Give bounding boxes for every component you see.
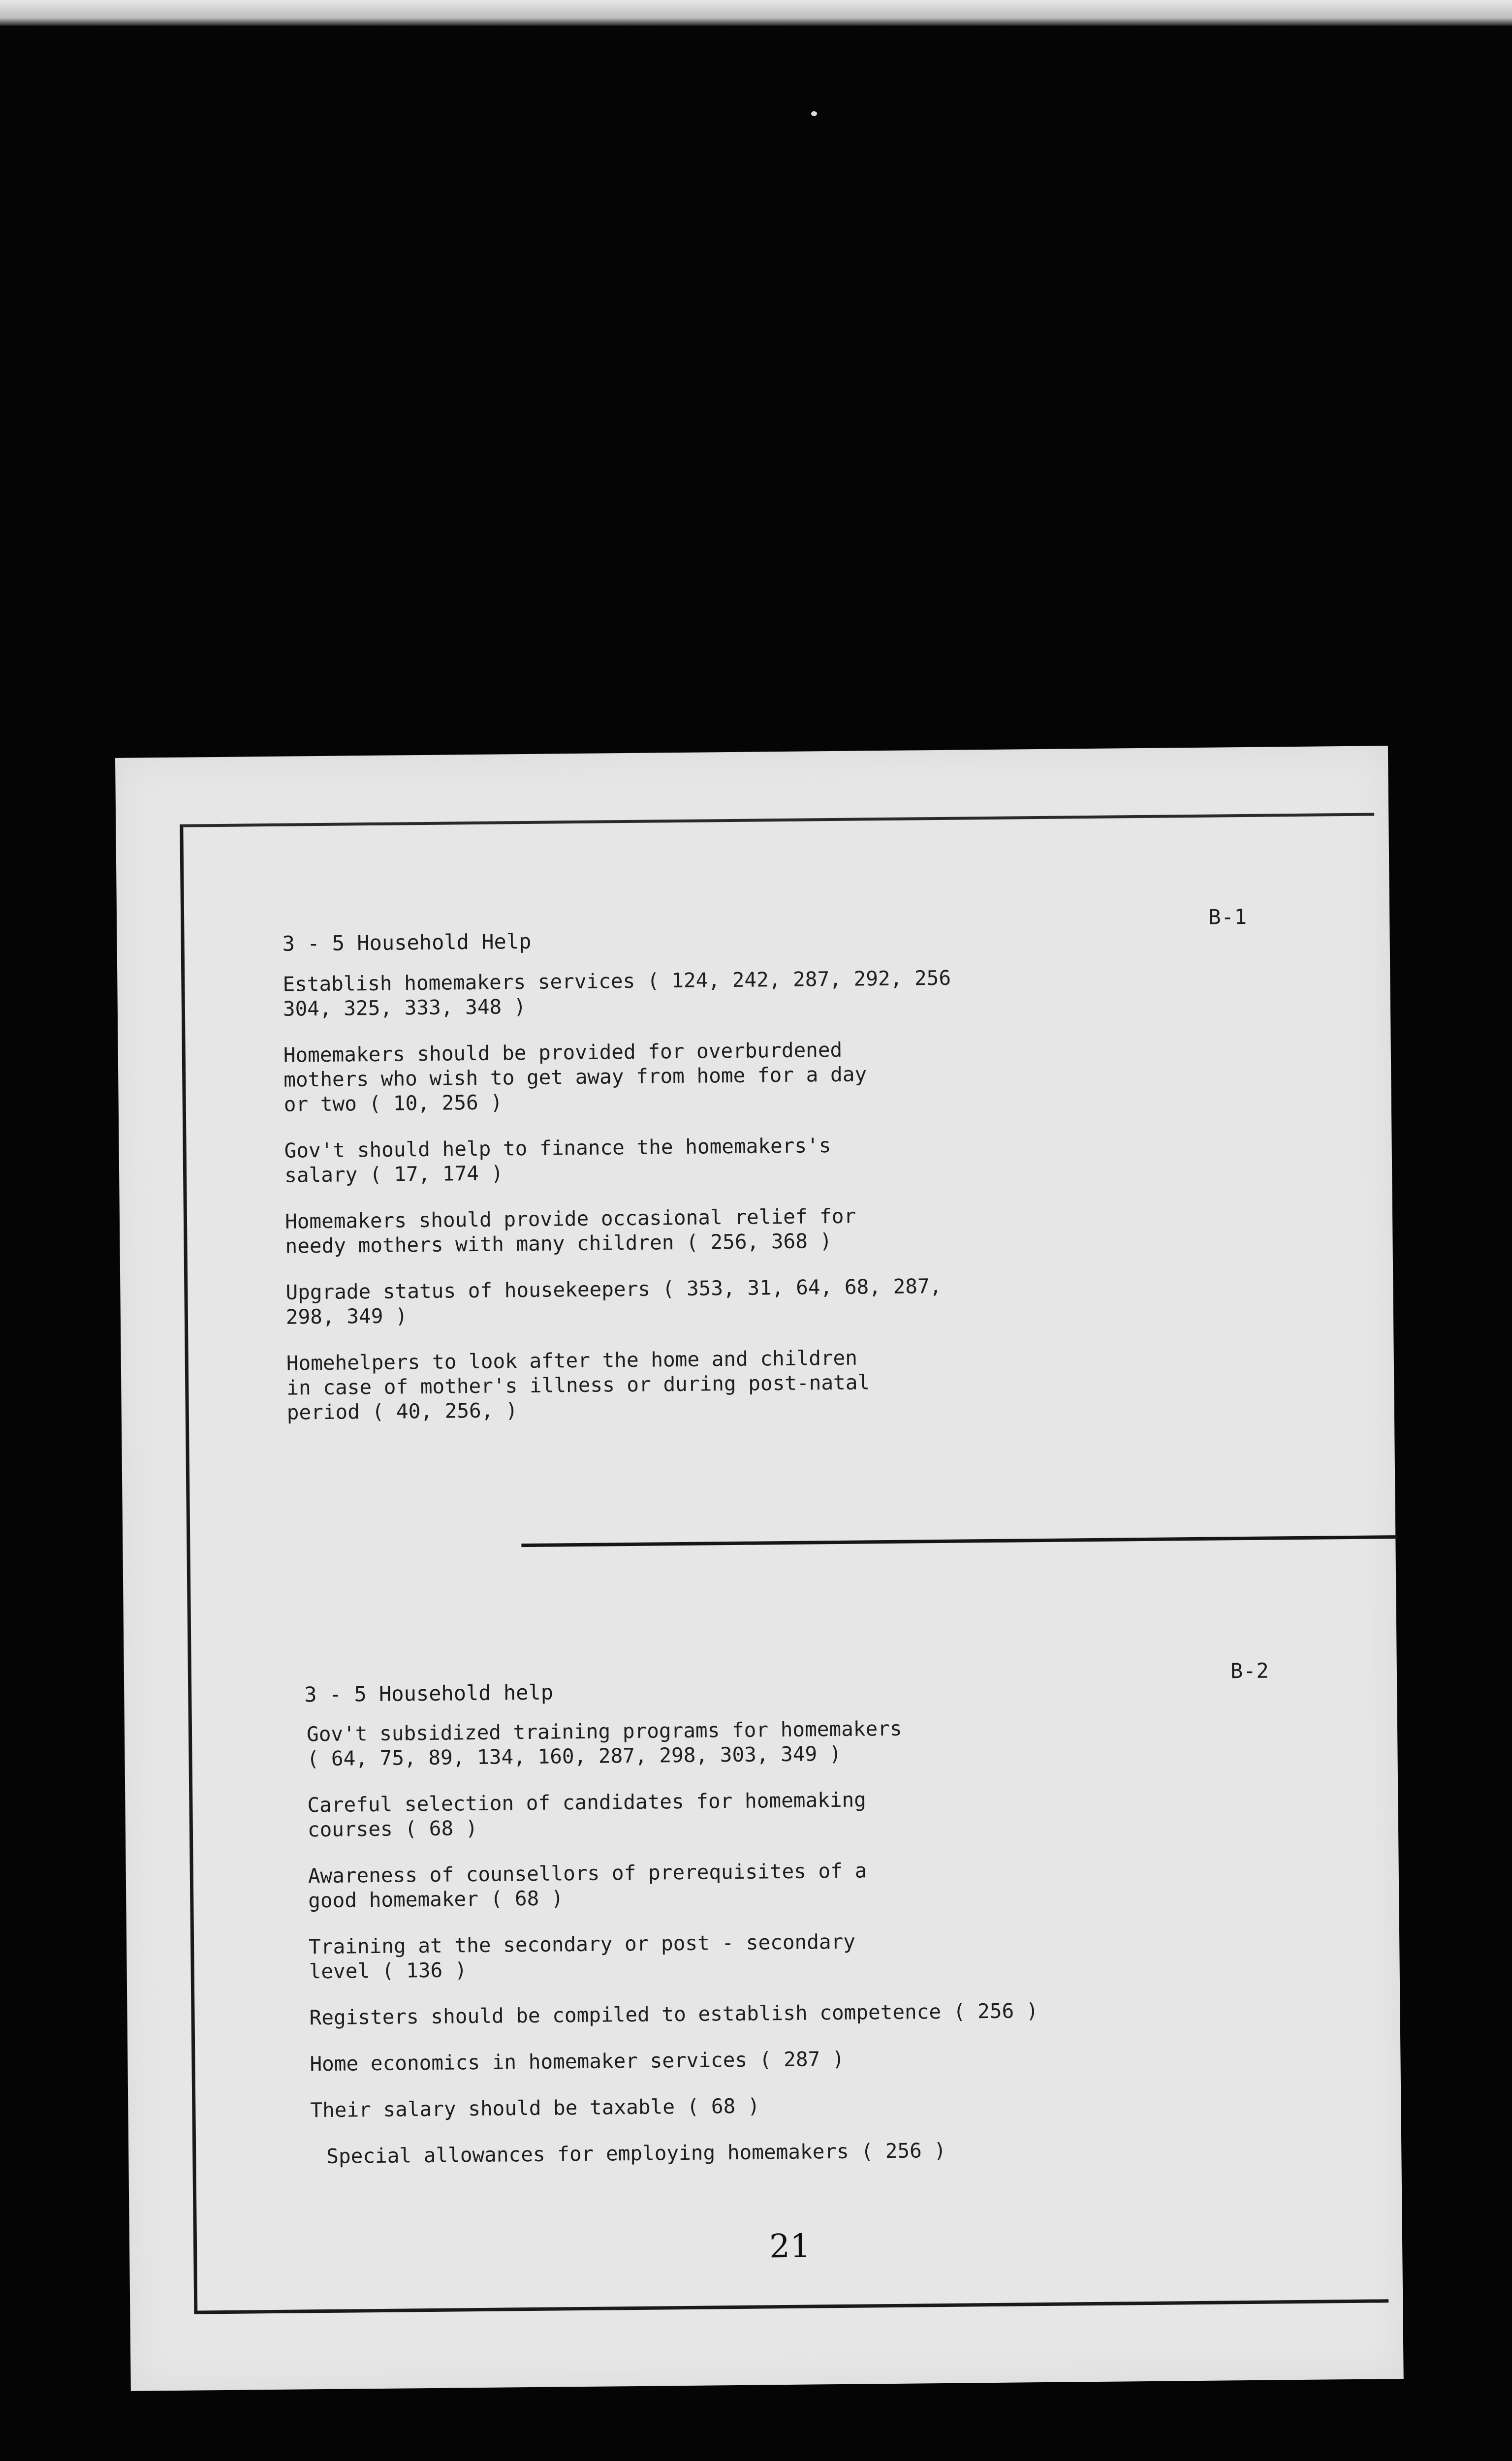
card-b1-entry: Homemakers should provide occasional relief for needy mothers with many children ( 256, 368 ): [284, 1204, 856, 1258]
card-b2-entry: Gov't subsidized training programs for homemakers ( 64, 75, 89, 134, 160, 287, 298, 303, 349 ): [306, 1716, 902, 1771]
card-b2-code: B-2: [1230, 1658, 1270, 1683]
card-b2-entries: [307, 1714, 1079, 2190]
card-b1-entries: [283, 965, 1055, 1447]
card-b2-entry: Home economics in homemaker services ( 287 ): [310, 2047, 845, 2076]
card-b1-entry: Homemakers should be provided for overburdened mothers who wish to get away from home for a day or two ( 10, 256 ): [283, 1038, 867, 1116]
card-b2-heading: 3 - 5 Household help: [304, 1680, 554, 1707]
card-b2-entry: Special allowances for employing homemakers ( 256 ): [326, 2138, 946, 2169]
index-card-sheet: [115, 746, 1404, 2391]
card-b1-entry: Upgrade status of housekeepers ( 353, 31, 64, 68, 287, 298, 349 ): [285, 1274, 942, 1329]
card-b1-code: B-1: [1208, 904, 1248, 929]
card-b2-entry: Registers should be compiled to establish competence ( 256 ): [309, 1999, 1039, 2030]
card-b2-entry: Training at the secondary or post - secondary level ( 136 ): [308, 1929, 856, 1984]
card-b1-entry: Homehelpers to look after the home and children in case of mother's illness or during post-natal period ( 40, 256, ): [286, 1346, 870, 1424]
card-b2-entry: Their salary should be taxable ( 68 ): [310, 2094, 760, 2122]
dust-speck: [811, 111, 817, 116]
card-b1-entry: Establish homemakers services ( 124, 242, 287, 292, 256 304, 325, 333, 348 ): [283, 966, 951, 1021]
card-b2-entry: Careful selection of candidates for homemaking courses ( 68 ): [307, 1788, 867, 1842]
card-b1-entry: Gov't should help to finance the homemakers's salary ( 17, 174 ): [284, 1134, 831, 1187]
film-edge: [0, 0, 1512, 26]
page-number: 21: [769, 2227, 811, 2266]
card-b1-heading: 3 - 5 Household Help: [282, 929, 532, 956]
card-b2-entry: Awareness of counsellors of prerequisites of a good homemaker ( 68 ): [308, 1859, 867, 1913]
